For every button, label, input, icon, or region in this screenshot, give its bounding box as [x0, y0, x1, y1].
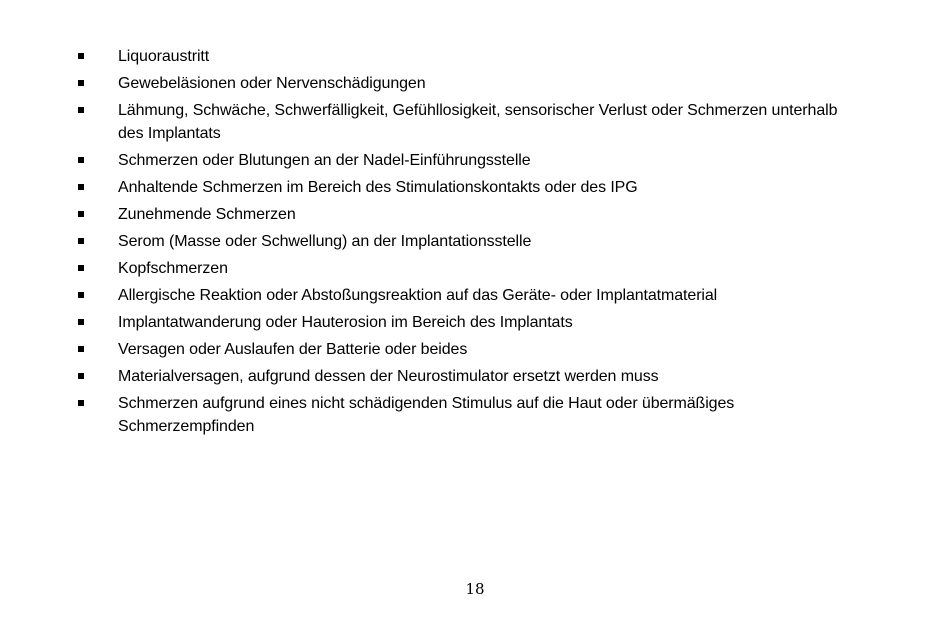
list-item	[0, 284, 950, 307]
square-bullet-icon	[78, 80, 84, 86]
list-item-text: Gewebeläsionen oder Nervenschädigungen	[118, 75, 426, 92]
list-item-text: Versagen oder Auslaufen der Batterie oder beides	[118, 341, 468, 358]
square-bullet-icon	[78, 238, 84, 244]
list-item	[0, 203, 950, 226]
list-item	[0, 338, 950, 361]
list-item-text: Materialversagen, aufgrund dessen der Neurostimulator ersetzt werden muss	[118, 368, 659, 385]
square-bullet-icon	[78, 211, 84, 217]
list-item-text: Allergische Reaktion oder Abstoßungsreaktion auf das Geräte- oder Implantatmaterial	[118, 287, 718, 304]
side-effects-list	[0, 45, 950, 442]
list-item-text: Kopfschmerzen	[118, 260, 228, 277]
list-item	[0, 99, 950, 145]
list-item	[0, 392, 950, 438]
square-bullet-icon	[78, 184, 84, 190]
square-bullet-icon	[78, 373, 84, 379]
square-bullet-icon	[78, 319, 84, 325]
list-item-text: Schmerzen aufgrund eines nicht schädigenden Stimulus auf die Haut oder übermäßiges Schmerzempfinden	[118, 395, 735, 435]
list-item	[0, 149, 950, 172]
list-item	[0, 257, 950, 280]
square-bullet-icon	[78, 292, 84, 298]
list-item-text: Implantatwanderung oder Hauterosion im Bereich des Implantats	[118, 314, 573, 331]
square-bullet-icon	[78, 346, 84, 352]
list-item-text: Zunehmende Schmerzen	[118, 206, 296, 223]
list-item	[0, 311, 950, 334]
list-item-text: Schmerzen oder Blutungen an der Nadel-Einführungsstelle	[118, 152, 531, 169]
list-item-text: Liquoraustritt	[118, 48, 210, 65]
page-number: 18	[465, 580, 485, 598]
list-item-text: Lähmung, Schwäche, Schwerfälligkeit, Gefühllosigkeit, sensorischer Verlust oder Schmerzen unterhalb des Implantats	[118, 102, 838, 142]
list-item	[0, 176, 950, 199]
list-item	[0, 45, 950, 68]
list-item	[0, 230, 950, 253]
list-item-text: Serom (Masse oder Schwellung) an der Implantationsstelle	[118, 233, 532, 250]
list-item	[0, 72, 950, 95]
square-bullet-icon	[78, 400, 84, 406]
square-bullet-icon	[78, 107, 84, 113]
square-bullet-icon	[78, 265, 84, 271]
square-bullet-icon	[78, 157, 84, 163]
list-item-text: Anhaltende Schmerzen im Bereich des Stimulationskontakts oder des IPG	[118, 179, 638, 196]
square-bullet-icon	[78, 53, 84, 59]
list-item	[0, 365, 950, 388]
